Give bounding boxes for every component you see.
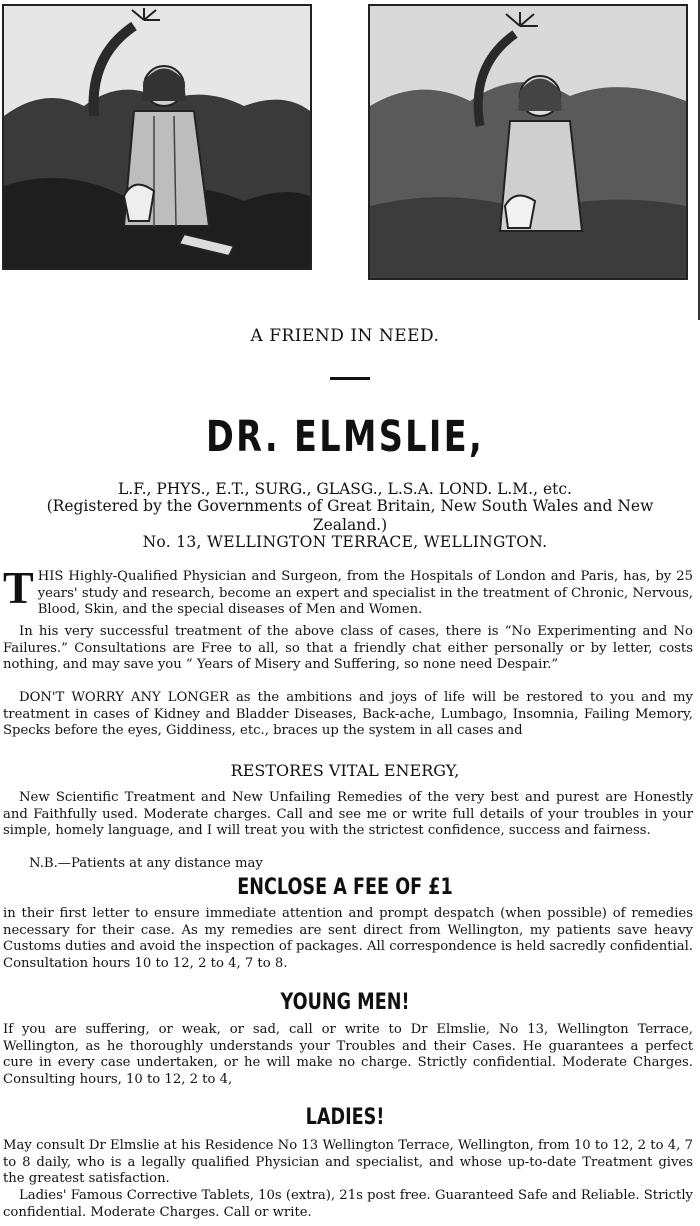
tagline: A FRIEND IN NEED. bbox=[250, 326, 440, 346]
intro-text: HIS Highly-Qualified Physician and Surgeon, from the Hospitals of London and Paris, has, by 25 years' study and research, become an expert and specialist in the treatment of Chronic, Nervous, Blood, Skin, and the special diseases of Men and Women. bbox=[37, 569, 693, 618]
credentials: L.F., PHYS., E.T., SURG., GLASG., L.S.A. LOND. L.M., etc. bbox=[118, 480, 572, 498]
drop-cap: T bbox=[3, 562, 34, 613]
ladies-heading: LADIES! bbox=[305, 1105, 385, 1130]
nb-paragraph: N.B.—Patients at any distance may bbox=[29, 856, 263, 871]
ladies-paragraph: May consult Dr Elmslie at his Residence No 13 Wellington Terrace, Wellington, from 10 to 12, 2 to 4, 7 to 8 daily, who is a legally qualified Physician and specialist, and whose up-to-date Treatment gives the greatest satisfaction. bbox=[3, 1138, 693, 1187]
tablets-paragraph: Ladies' Famous Corrective Tablets, 10s (extra), 21s post free. Guaranteed Safe and Reliable. Strictly confidential. Moderate Charges. Call or write. bbox=[3, 1188, 693, 1220]
registration-note: (Registered by the Governments of Great Britain, New South Wales and New Zealand.) bbox=[46, 497, 654, 534]
illustration-woman-with-lamp-left bbox=[2, 4, 312, 270]
address: No. 13, WELLINGTON TERRACE, WELLINGTON. bbox=[142, 533, 548, 551]
intro-paragraph bbox=[3, 562, 693, 619]
doctor-name: DR. ELMSLIE, bbox=[205, 412, 485, 462]
illustration-woman-with-lamp-right bbox=[368, 4, 688, 280]
fee-heading: ENCLOSE A FEE OF £1 bbox=[237, 875, 453, 900]
fee-paragraph: in their first letter to ensure immediate attention and prompt despatch (when possible) of remedies necessary for their case. As my remedies are sent direct from Wellington, my patients save heavy Customs duties and avoid the inspection of packages. All correspondence is held sacredly confidential. Consultation hours 10 to 12, 2 to 4, 7 to 8. bbox=[3, 906, 693, 971]
treatment-paragraph: In his very successful treatment of the above class of cases, there is “No Experimenting and No Failures.” Consultations are Free to all, so that a friendly chat either personally or by letter, costs nothing, and may save you “ Years of Misery and Suffering, so none need Despair.” bbox=[3, 624, 693, 673]
scientific-paragraph: New Scientific Treatment and New Unfailing Remedies of the very best and purest are Honestly and Faithfully used. Moderate charges. Call and see me or write full details of your troubles in your simple, homely language, and I will treat you with the strictest confidence, success and fairness. bbox=[3, 790, 693, 839]
young-men-paragraph: If you are suffering, or weak, or sad, call or write to Dr Elmslie, No 13, Wellington Terrace, Wellington, as he thoroughly understands your Troubles and their Cases. He guarantees a perfect cure in every case undertaken, or he will make no charge. Strictly confidential. Moderate Charges. Consulting hours, 10 to 12, 2 to 4, bbox=[3, 1022, 693, 1087]
worry-paragraph: DON'T WORRY ANY LONGER as the ambitions and joys of life will be restored to you and my treatment in cases of Kidney and Bladder Diseases, Back-ache, Lumbago, Insomnia, Failing Memory, Specks before the eyes, Giddiness, etc., braces up the system in all cases and bbox=[3, 690, 693, 739]
divider bbox=[330, 377, 370, 380]
young-men-heading: YOUNG MEN! bbox=[280, 990, 410, 1015]
vital-energy-heading: RESTORES VITAL ENERGY, bbox=[230, 761, 460, 780]
